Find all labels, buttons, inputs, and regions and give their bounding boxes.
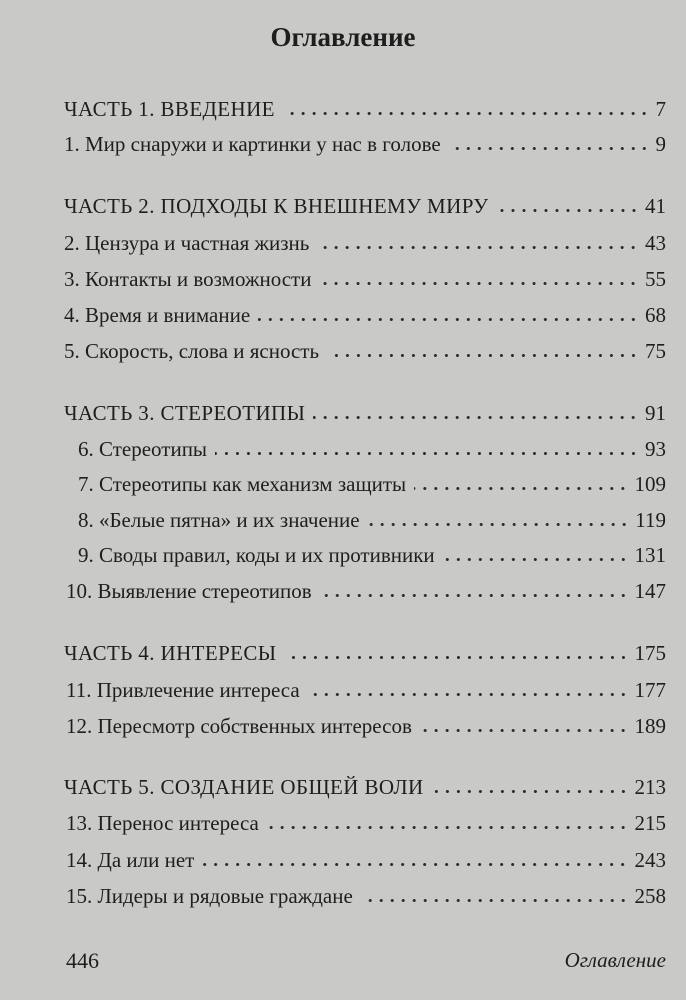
page-number: 215 (634, 811, 666, 835)
page-number: 7 (655, 97, 666, 121)
toc-chapter-4[interactable] (0, 298, 686, 332)
toc-chapter-6[interactable] (0, 432, 686, 466)
toc-chapter-7[interactable] (0, 467, 686, 501)
toc-chapter-1[interactable] (0, 127, 686, 161)
part-label: ЧАСТЬ 3. СТЕРЕОТИПЫ (64, 401, 306, 425)
page-number: 41 (645, 194, 666, 218)
chapter-label: 1. Мир снаружи и картинки у нас в голове (64, 132, 441, 156)
chapter-label: 4. Время и внимание (64, 303, 251, 327)
page-number: 147 (634, 579, 666, 603)
toc-part-5[interactable] (0, 770, 686, 804)
dot-leader (267, 826, 629, 829)
chapter-label: 5. Скорость, слова и ясность (64, 339, 320, 363)
page-title: Оглавление (270, 22, 416, 52)
toc-part-4[interactable] (0, 636, 686, 670)
dot-leader (319, 282, 639, 285)
page-number: 177 (634, 678, 666, 702)
toc-chapter-13[interactable] (0, 806, 686, 840)
chapter-label: 10. Выявление стереотипов (66, 579, 312, 603)
dot-leader (327, 354, 639, 357)
page-number: 75 (645, 339, 666, 363)
toc-chapter-9[interactable] (0, 538, 686, 572)
page-number: 213 (634, 775, 666, 799)
toc-chapter-8[interactable] (0, 503, 686, 537)
dot-leader (361, 899, 629, 902)
page-number: 55 (645, 267, 666, 291)
dot-leader (414, 487, 628, 490)
toc-chapter-14[interactable] (0, 843, 686, 877)
page-number: 109 (634, 472, 666, 496)
toc-chapter-3[interactable] (0, 262, 686, 296)
page-number: 91 (645, 401, 666, 425)
footer-page-number: 446 (66, 948, 99, 973)
dot-leader (308, 693, 629, 696)
dot-leader (283, 112, 650, 115)
part-label: ЧАСТЬ 4. ИНТЕРЕСЫ (64, 641, 277, 665)
page-number: 93 (645, 437, 666, 461)
chapter-label: 15. Лидеры и рядовые граждане (66, 884, 353, 908)
chapter-label: 7. Стереотипы как механизм защиты (78, 472, 407, 496)
page-number: 243 (634, 848, 666, 872)
page-number: 258 (634, 884, 666, 908)
dot-leader (320, 594, 629, 597)
toc-part-1[interactable] (0, 92, 686, 126)
toc-chapter-2[interactable] (0, 226, 686, 260)
toc-part-3[interactable] (0, 396, 686, 430)
dot-leader (432, 790, 629, 793)
chapter-label: 12. Пересмотр собственных интересов (66, 714, 412, 738)
dot-leader (317, 246, 639, 249)
chapter-label: 11. Привлечение интереса (66, 678, 300, 702)
dot-leader (368, 523, 630, 526)
dot-leader (420, 729, 629, 732)
dot-leader (443, 558, 629, 561)
page-number: 131 (634, 543, 666, 567)
dot-leader (285, 656, 629, 659)
dot-leader (449, 147, 650, 150)
dot-leader (497, 209, 639, 212)
chapter-label: 2. Цензура и частная жизнь (64, 231, 310, 255)
part-label: ЧАСТЬ 5. СОЗДАНИЕ ОБЩЕЙ ВОЛИ (64, 775, 424, 799)
toc-chapter-11[interactable] (0, 673, 686, 707)
dot-leader (313, 416, 639, 419)
chapter-label: 3. Контакты и возможности (64, 267, 312, 291)
page-number: 119 (635, 508, 666, 532)
dot-leader (258, 318, 639, 321)
page-number: 68 (645, 303, 666, 327)
dot-leader (215, 452, 639, 455)
part-label: ЧАСТЬ 2. ПОДХОДЫ К ВНЕШНЕМУ МИРУ (64, 194, 489, 218)
footer-running-title: Оглавление (564, 948, 666, 972)
chapter-label: 9. Своды правил, коды и их противники (78, 543, 435, 567)
toc-chapter-5[interactable] (0, 334, 686, 368)
chapter-label: 8. «Белые пятна» и их значение (78, 508, 360, 532)
page-number: 43 (645, 231, 666, 255)
toc-chapter-12[interactable] (0, 709, 686, 743)
toc-part-2[interactable] (0, 189, 686, 223)
chapter-label: 14. Да или нет (66, 848, 195, 872)
part-label: ЧАСТЬ 1. ВВЕДЕНИЕ (64, 97, 275, 121)
page-number: 175 (634, 641, 666, 665)
toc-chapter-10[interactable] (0, 574, 686, 608)
toc-chapter-15[interactable] (0, 879, 686, 913)
chapter-label: 13. Перенос интереса (66, 811, 259, 835)
page-number: 9 (655, 132, 666, 156)
page-number: 189 (634, 714, 666, 738)
dot-leader (202, 863, 628, 866)
chapter-label: 6. Стереотипы (78, 437, 208, 461)
